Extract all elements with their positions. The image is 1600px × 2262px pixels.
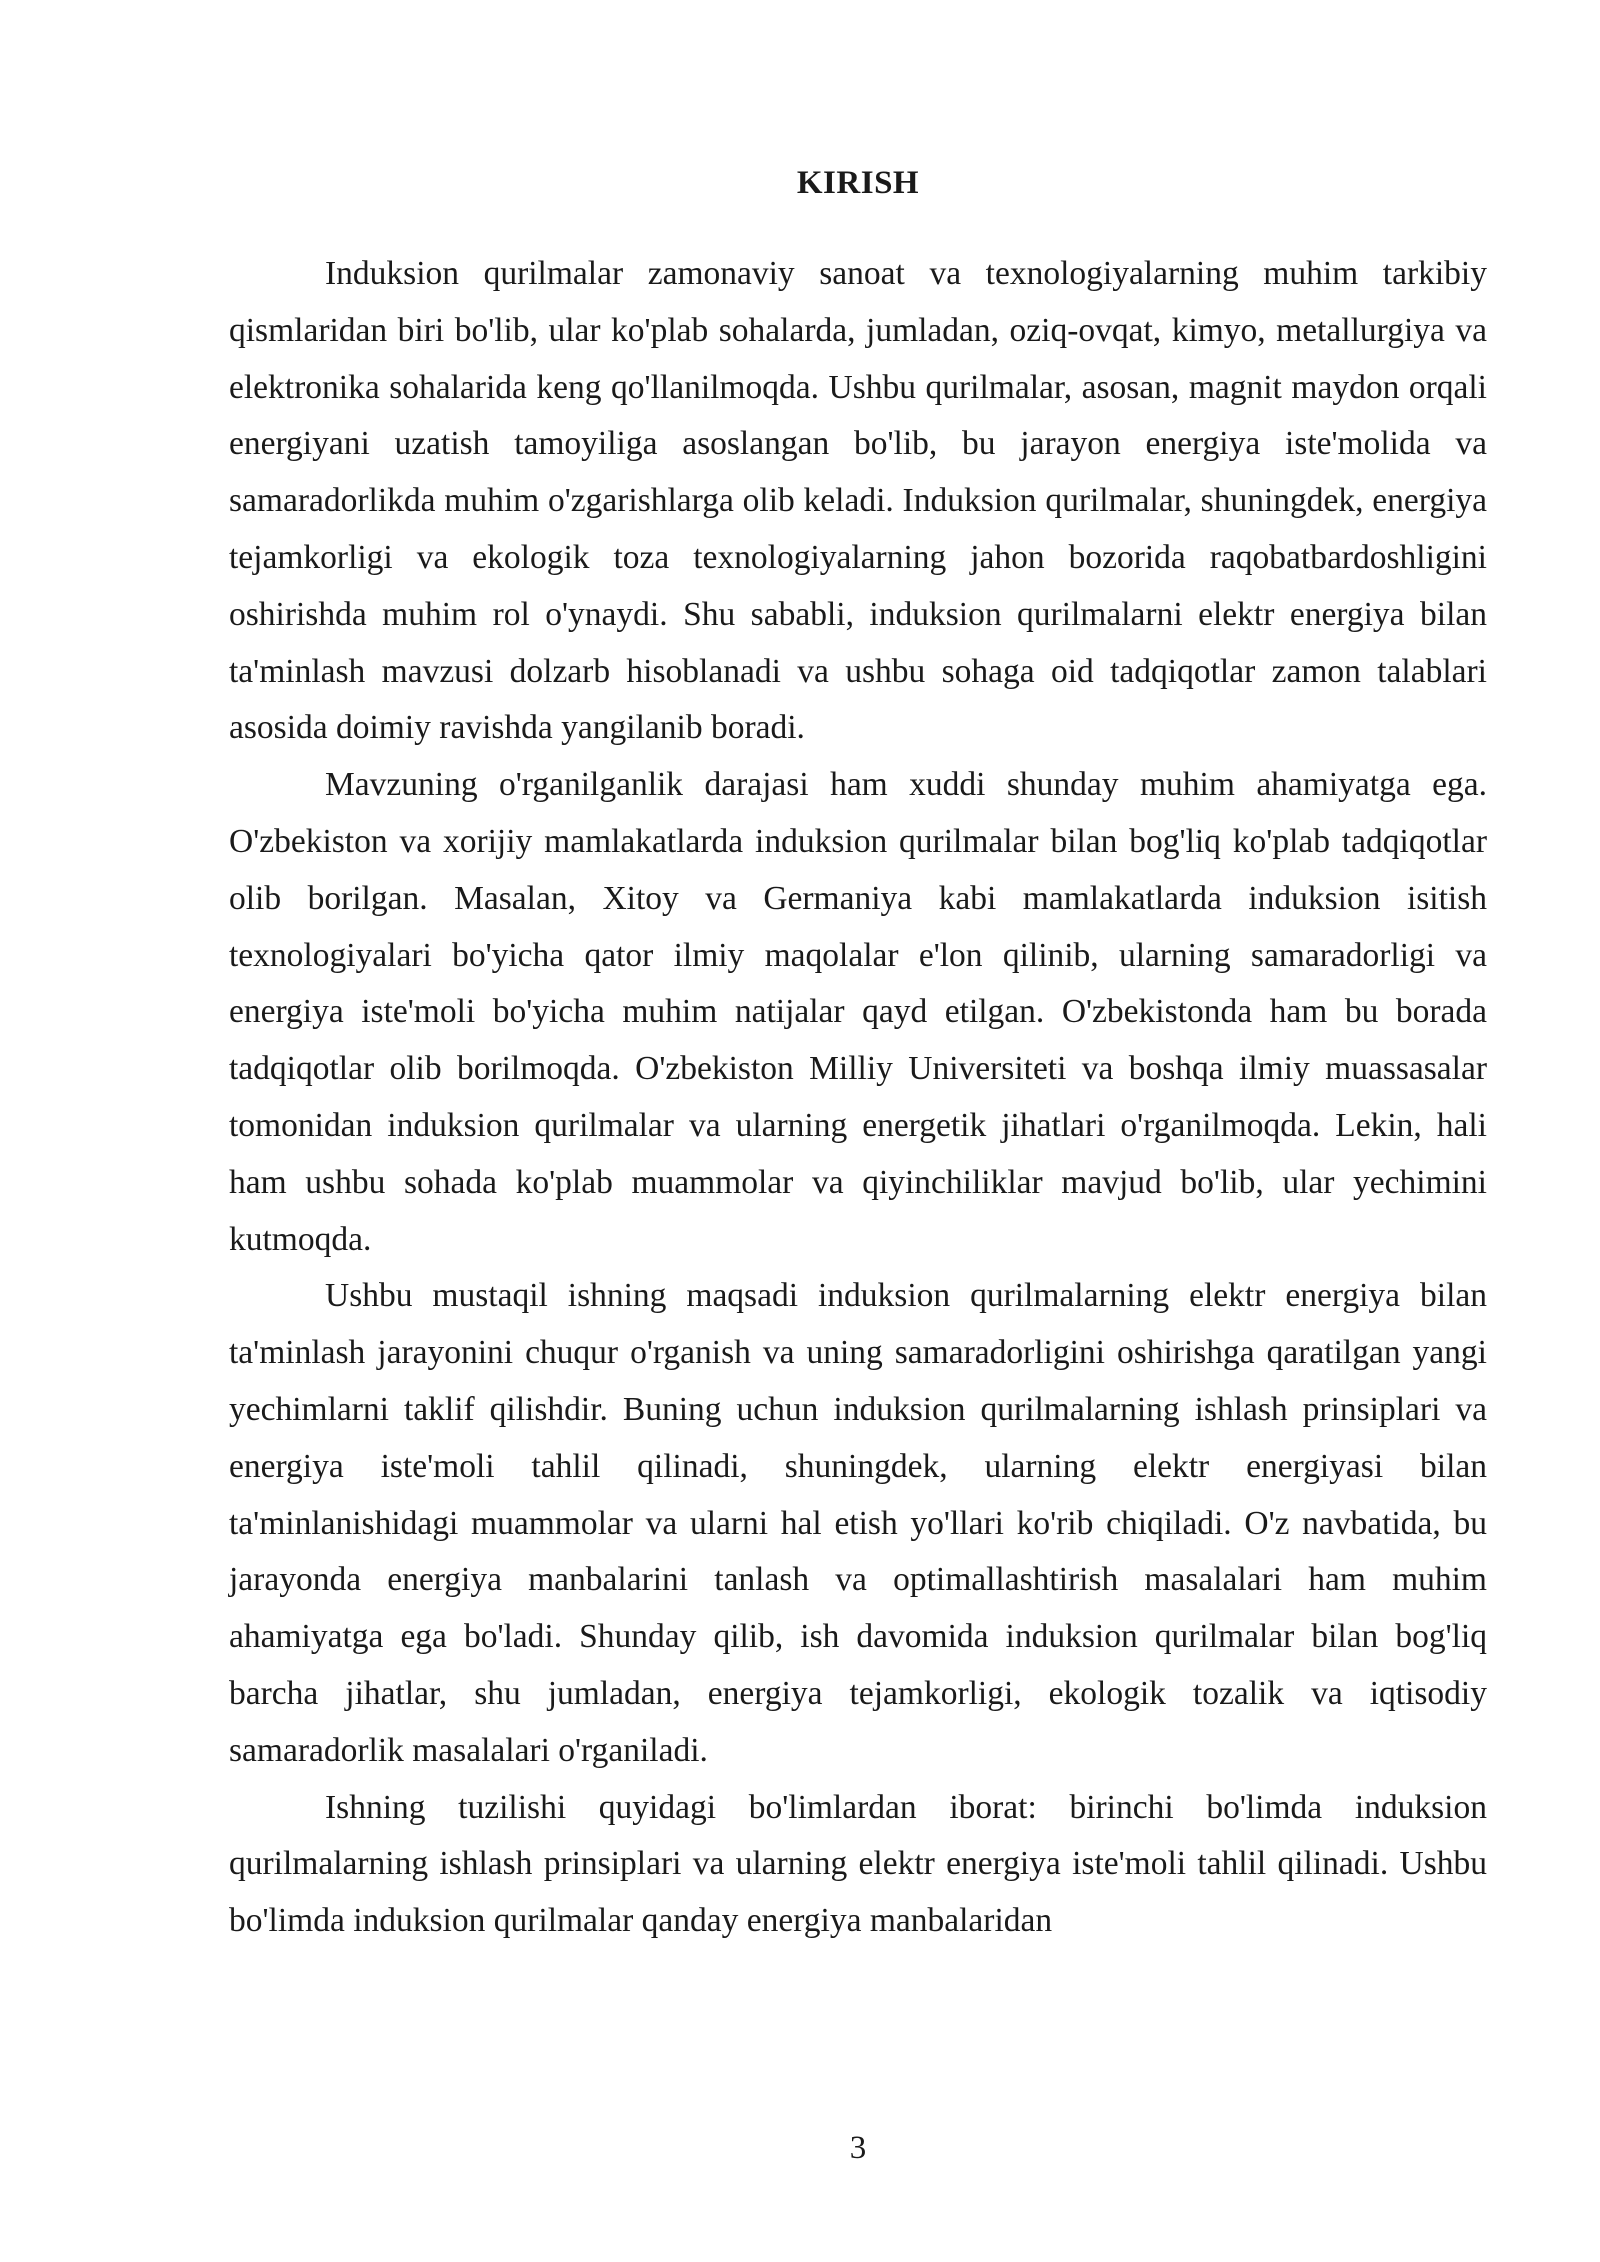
- page-number: 3: [849, 2130, 867, 2166]
- section-heading: KIRISH: [796, 165, 920, 201]
- body-text: [229, 246, 1487, 1950]
- paragraph-study-level: Mavzuning o'rganilganlik darajasi ham xuddi shunday muhim ahamiyatga ega. O'zbekiston va xorijiy mamlakatlarda induksion qurilmalar bilan bog'liq ko'plab tadqiqotlar olib borilgan. Masalan, Xitoy va Germaniya kabi mamlakatlarda induksion isitish texnologiyalari bo'yicha qator ilmiy maqolalar e'lon qilinib, ularning samaradorligi va energiya iste'moli bo'yicha muhim natijalar qayd etilgan. O'zbekistonda ham bu borada tadqiqotlar olib borilmoqda. O'zbekiston Milliy Universiteti va boshqa ilmiy muassasalar tomonidan induksion qurilmalar va ularning energetik jihatlari o'rganilmoqda. Lekin, hali ham ushbu sohada ko'plab muammolar va qiyinchiliklar mavjud bo'lib, ular yechimini kutmoqda.: [229, 766, 1487, 1258]
- paragraph-goal: Ushbu mustaqil ishning maqsadi induksion qurilmalarning elektr energiya bilan ta'minlash jarayonini chuqur o'rganish va uning samaradorligini oshirishga qaratilgan yangi yechimlarni taklif qilishdir. Buning uchun induksion qurilmalarning ishlash prinsiplari va energiya iste'moli tahlil qilinadi, shuningdek, ularning elektr energiyasi bilan ta'minlanishidagi muammolar va ularni hal etish yo'llari ko'rib chiqiladi. O'z navbatida, bu jarayonda energiya manbalarini tanlash va optimallashtirish masalalari ham muhim ahamiyatga ega bo'ladi. Shunday qilib, ish davomida induksion qurilmalar bilan bog'liq barcha jihatlar, shu jumladan, energiya tejamkorligi, ekologik tozalik va iqtisodiy samaradorlik masalalari o'rganiladi.: [229, 1277, 1487, 1769]
- paragraph-intro: Induksion qurilmalar zamonaviy sanoat va texnologiyalarning muhim tarkibiy qismlaridan biri bo'lib, ular ko'plab sohalarda, jumladan, oziq-ovqat, kimyo, metallurgiya va elektronika sohalarida keng qo'llanilmoqda. Ushbu qurilmalar, asosan, magnit maydon orqali energiyani uzatish tamoyiliga asoslangan bo'lib, bu jarayon energiya iste'molida va samaradorlikda muhim o'zgarishlarga olib keladi. Induksion qurilmalar, shuningdek, energiya tejamkorligi va ekologik toza texnologiyalarning jahon bozorida raqobatbardoshligini oshirishda muhim rol o'ynaydi. Shu sababli, induksion qurilmalarni elektr energiya bilan ta'minlash mavzusi dolzarb hisoblanadi va ushbu sohaga oid tadqiqotlar zamon talablari asosida doimiy ravishda yangilanib boradi.: [229, 255, 1487, 747]
- paragraph-structure: Ishning tuzilishi quyidagi bo'limlardan iborat: birinchi bo'limda induksion qurilmalarning ishlash prinsiplari va ularning elektr energiya iste'moli tahlil qilinadi. Ushbu bo'limda induksion qurilmalar qanday energiya manbalaridan: [229, 1788, 1487, 1940]
